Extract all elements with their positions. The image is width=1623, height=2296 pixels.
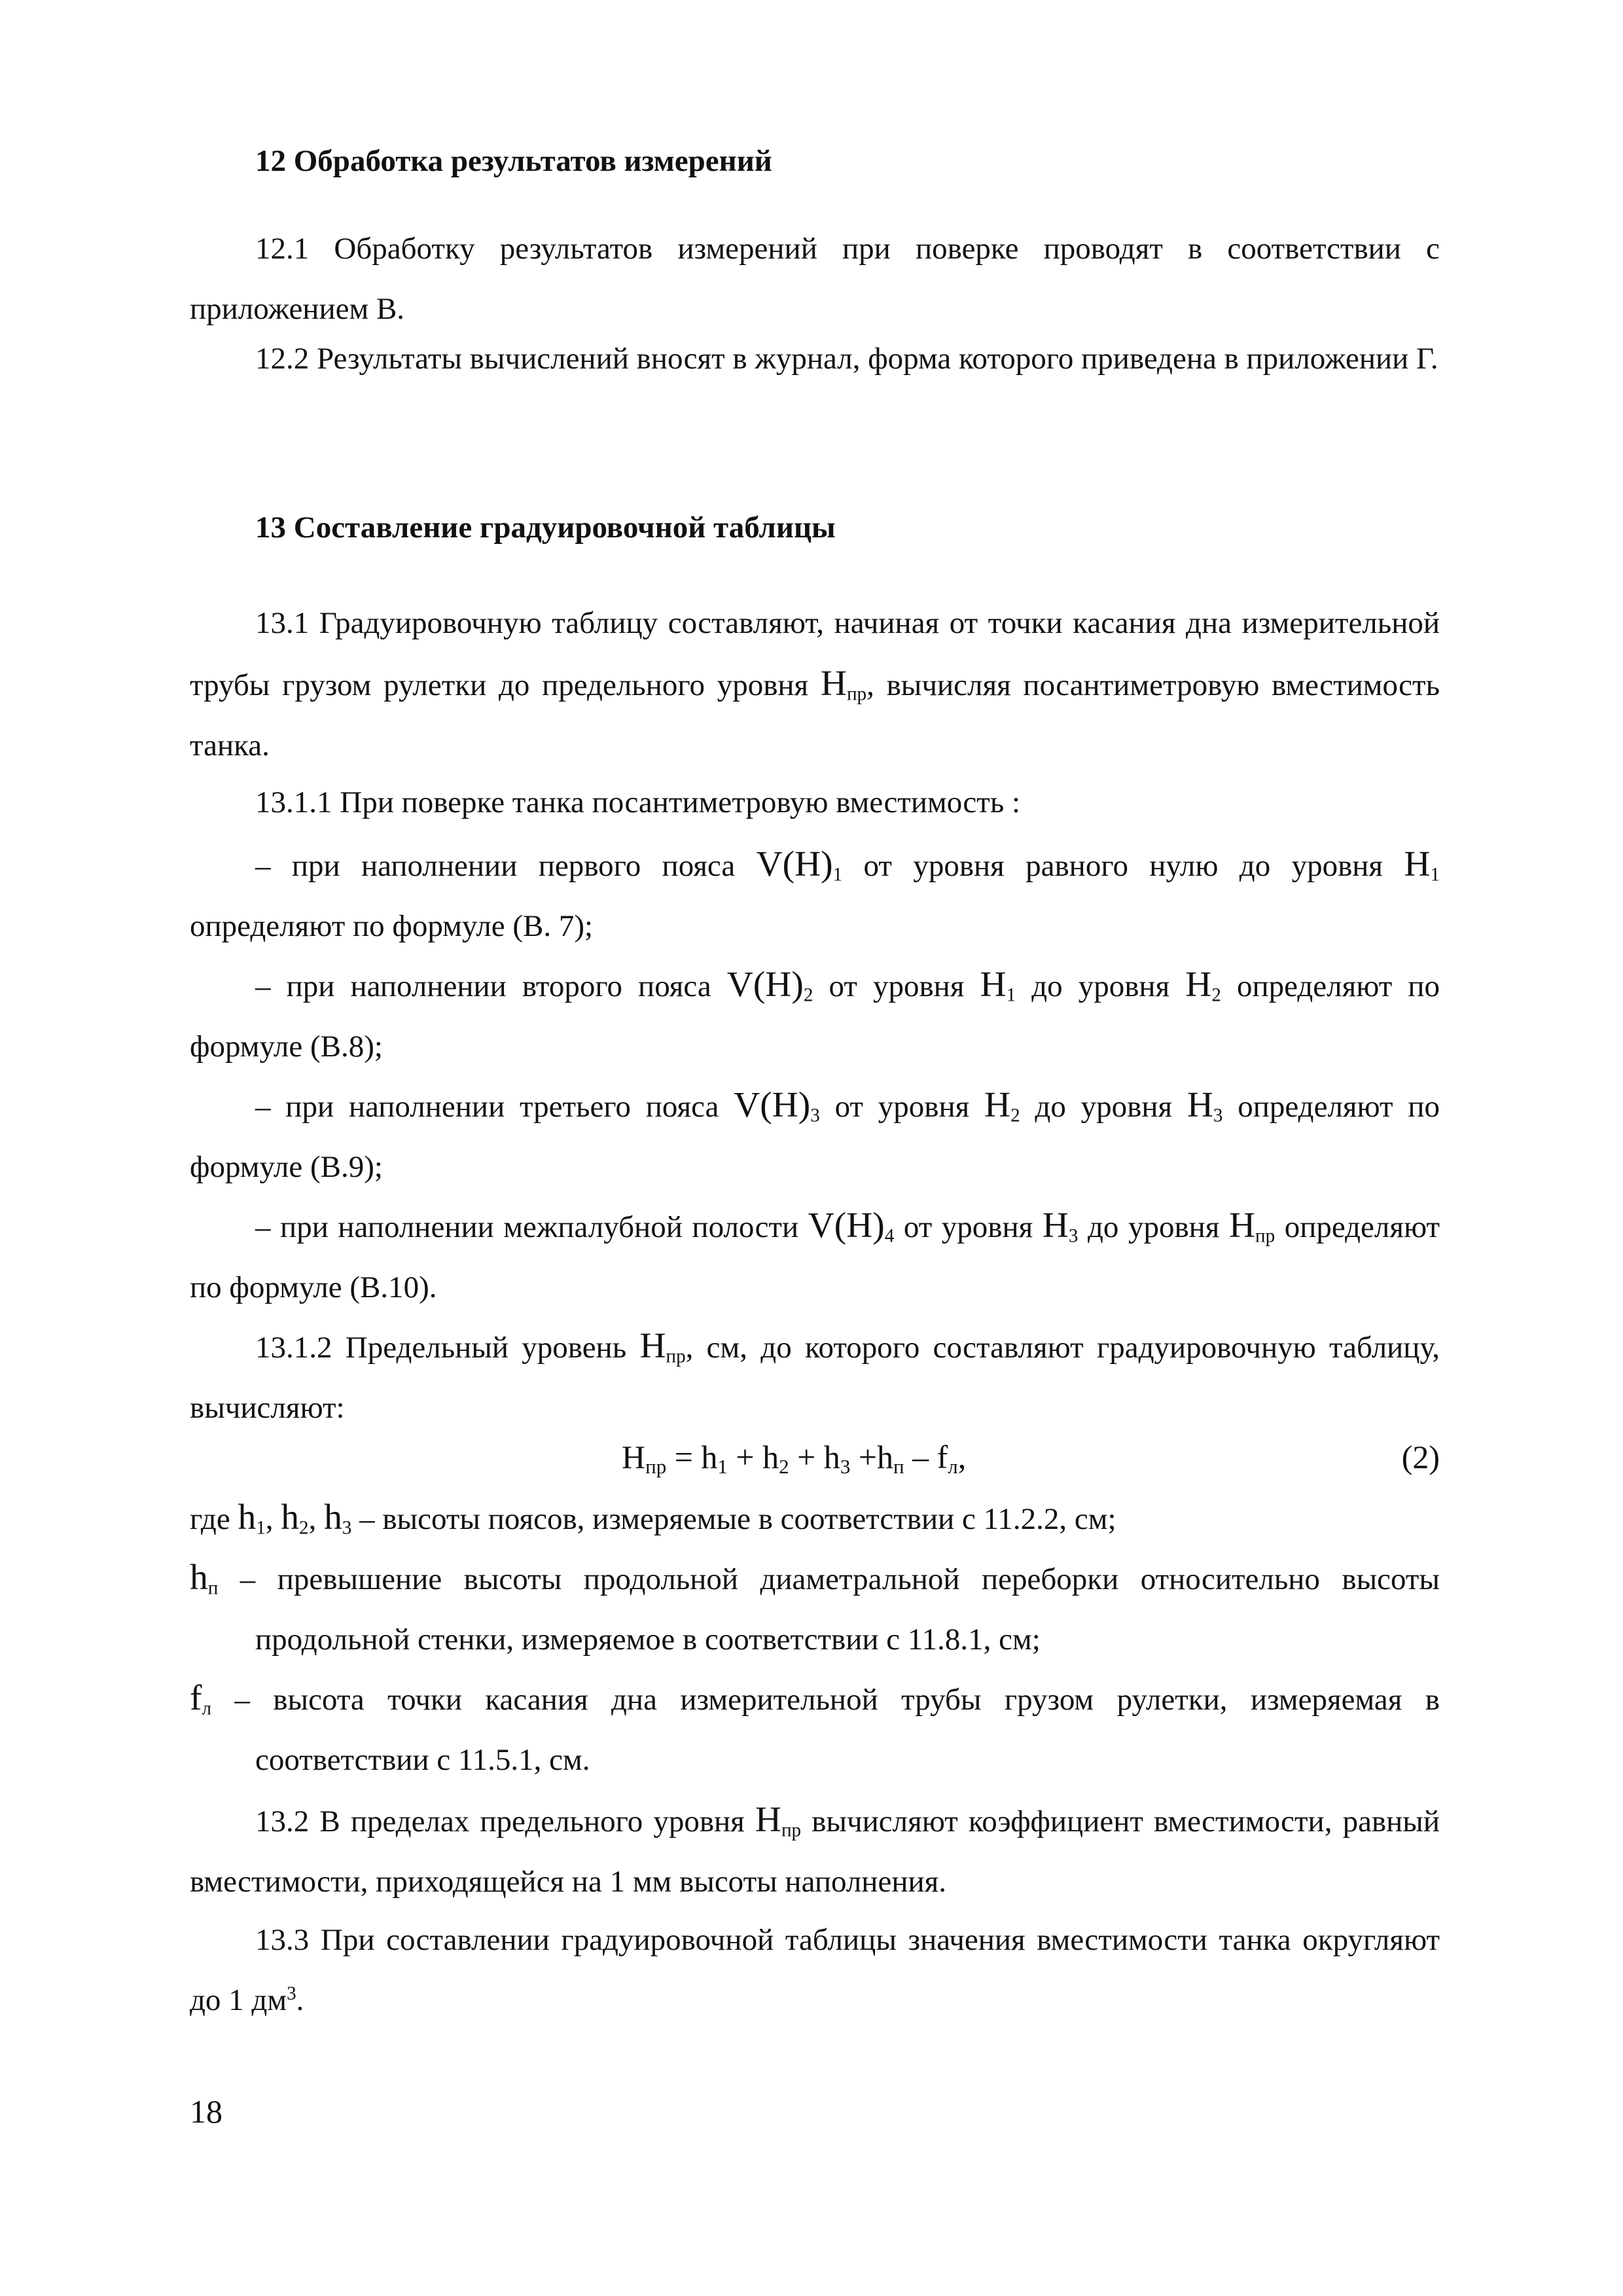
formula-expression: $H_{пр} = h_1 + h_2 + h_3 +h_п - f_л$, — [622, 1439, 967, 1478]
formula-2 — [190, 1427, 1440, 1487]
paragraph-13-3: 13.3 При составлении градуировочной таблицы значения вместимости танка округляют до 1 $дм^3$. — [190, 1923, 1440, 2017]
bullet-interdeck-cavity: – при наполнении межпалубной полости $V(H)_4$ от уровня $H_3$ до уровня $H_{пр}$ определяют по формуле (В.10). — [190, 1205, 1440, 1304]
paragraph-12-1: 12.1 Обработку результатов измерений при поверке проводят в соответствии с приложением В. — [190, 232, 1440, 326]
formula-number: (2) — [1401, 1439, 1440, 1475]
section-12-heading: 12 Обработка результатов измерений — [255, 144, 772, 178]
section-13-heading: 13 Составление градуировочной таблицы — [255, 511, 836, 545]
paragraph-12-2: 12.2 Результаты вычислений вносят в журнал, форма которого приведена в приложении Г. — [255, 342, 1438, 376]
where-hp: $h_п$ – превышение высоты продольной диаметральной переборки относительно высоты продольной стенки, измеряемое в соответствии с 11.8.1, см; — [190, 1557, 1440, 1657]
paragraph-13-1-2: 13.1.2 Предельный уровень $H_{пр}$, см, до которого составляют градуировочную таблицу, вычисляют: — [190, 1325, 1440, 1425]
page-number: 18 — [190, 2093, 223, 2130]
bullet-first-belt: – при наполнении первого пояса $V(H)_1$ от уровня равного нулю до уровня $H_1$ определяют по формуле (В. 7); — [190, 844, 1440, 943]
paragraph-13-2: 13.2 В пределах предельного уровня $H_{пр}$ вычисляют коэффициент вместимости, равный вместимости, приходящейся на 1 мм высоты наполнения. — [190, 1799, 1440, 1899]
where-fl: $f_л$ – высота точки касания дна измерительной трубы грузом рулетки, измеряемая в соответствии с 11.5.1, см. — [190, 1677, 1440, 1777]
bullet-second-belt: – при наполнении второго пояса $V(H)_2$ от уровня $H_1$ до уровня $H_2$ определяют по формуле (В.8); — [190, 964, 1440, 1064]
paragraph-13-1: 13.1 Градуировочную таблицу составляют, начиная от точки касания дна измерительной трубы грузом рулетки до предельного уровня $H_{пр}$, вычисляя посантиметровую вместимость танка. — [190, 606, 1440, 762]
bullet-third-belt: – при наполнении третьего пояса $V(H)_3$ от уровня $H_2$ до уровня $H_3$ определяют по формуле (В.9); — [190, 1085, 1440, 1184]
where-heights: где $h_1$, $h_2$, $h_3$ – высоты поясов, измеряемые в соответствии с 11.2.2, см; — [190, 1497, 1116, 1539]
paragraph-13-1-1: 13.1.1 При поверке танка посантиметровую вместимость : — [255, 785, 1021, 819]
